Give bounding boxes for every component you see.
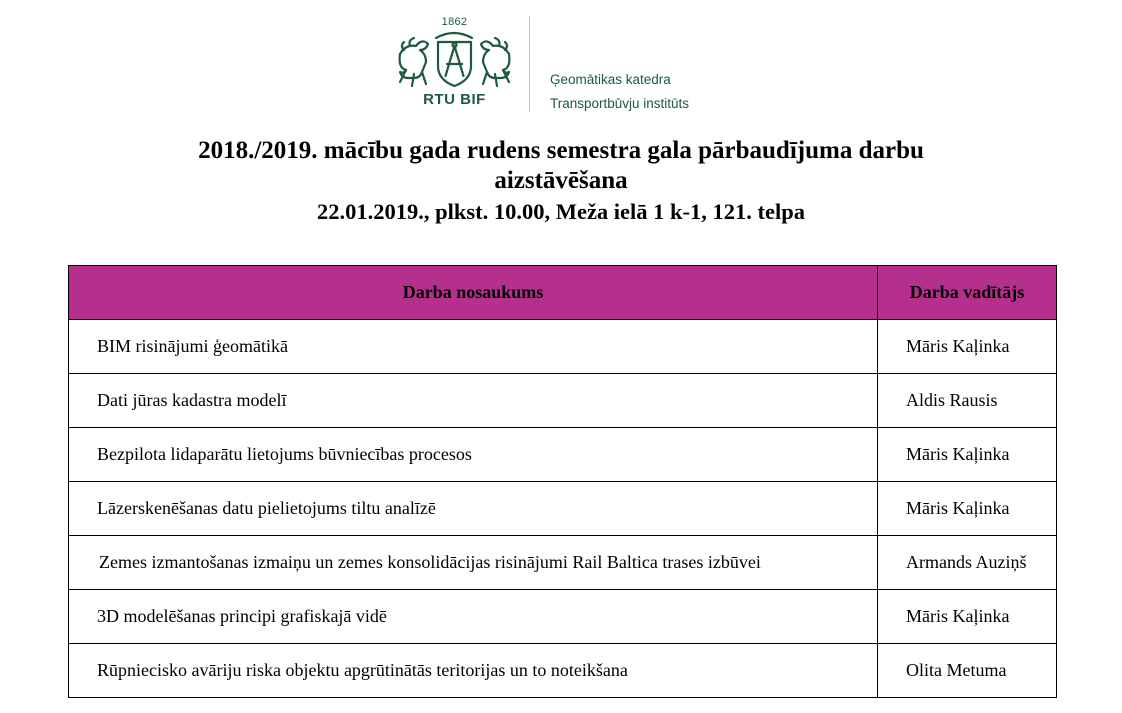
thesis-supervisor: Māris Kaļinka	[878, 482, 1057, 536]
thesis-supervisor: Aldis Rausis	[878, 374, 1057, 428]
thesis-title: Bezpilota lidaparātu lietojums būvniecības procesos	[69, 428, 878, 482]
thesis-supervisor: Māris Kaļinka	[878, 590, 1057, 644]
table-row	[69, 428, 1057, 482]
title-line-1: 2018./2019. mācību gada rudens semestra gala pārbaudījuma darbu	[198, 137, 924, 164]
table-row	[69, 482, 1057, 536]
table-header-row	[69, 266, 1057, 320]
thesis-title: Dati jūras kadastra modelī	[69, 374, 878, 428]
table-row	[69, 590, 1057, 644]
thesis-supervisor: Māris Kaļinka	[878, 428, 1057, 482]
thesis-title: Lāzerskenēšanas datu pielietojums tiltu analīzē	[69, 482, 878, 536]
logo-divider	[529, 16, 530, 112]
table-row	[69, 644, 1057, 698]
thesis-title: BIM risinājumi ģeomātikā	[69, 320, 878, 374]
table-row	[69, 536, 1057, 590]
department-name: Ģeomātikas katedra	[550, 72, 671, 87]
title-line-2: aizstāvēšana	[494, 167, 628, 194]
thesis-title: 3D modelēšanas principi grafiskajā vidē	[69, 590, 878, 644]
document-title	[0, 136, 1122, 228]
logo-brand: RTU BIF	[423, 91, 486, 108]
logo-year: 1862	[441, 16, 468, 28]
column-header-title: Darba nosaukums	[69, 266, 878, 320]
thesis-title: Zemes izmantošanas izmaiņu un zemes konsolidācijas risinājumi Rail Baltica trases izbūvei	[69, 536, 878, 590]
department-lines	[550, 68, 689, 116]
event-details: 22.01.2019., plkst. 10.00, Meža ielā 1 k-1, 121. telpa	[316, 199, 806, 224]
table-row	[69, 320, 1057, 374]
thesis-supervisor: Māris Kaļinka	[878, 320, 1057, 374]
thesis-title: Rūpniecisko avāriju riska objektu apgrūtinātās teritorijas un to noteikšana	[69, 644, 878, 698]
column-header-supervisor: Darba vadītājs	[878, 266, 1057, 320]
header-logo	[392, 14, 737, 114]
thesis-table	[68, 265, 1057, 698]
thesis-supervisor: Armands Auziņš	[878, 536, 1057, 590]
thesis-supervisor: Olita Metuma	[878, 644, 1057, 698]
institute-name: Transportbūvju institūts	[550, 96, 690, 111]
table-row	[69, 374, 1057, 428]
